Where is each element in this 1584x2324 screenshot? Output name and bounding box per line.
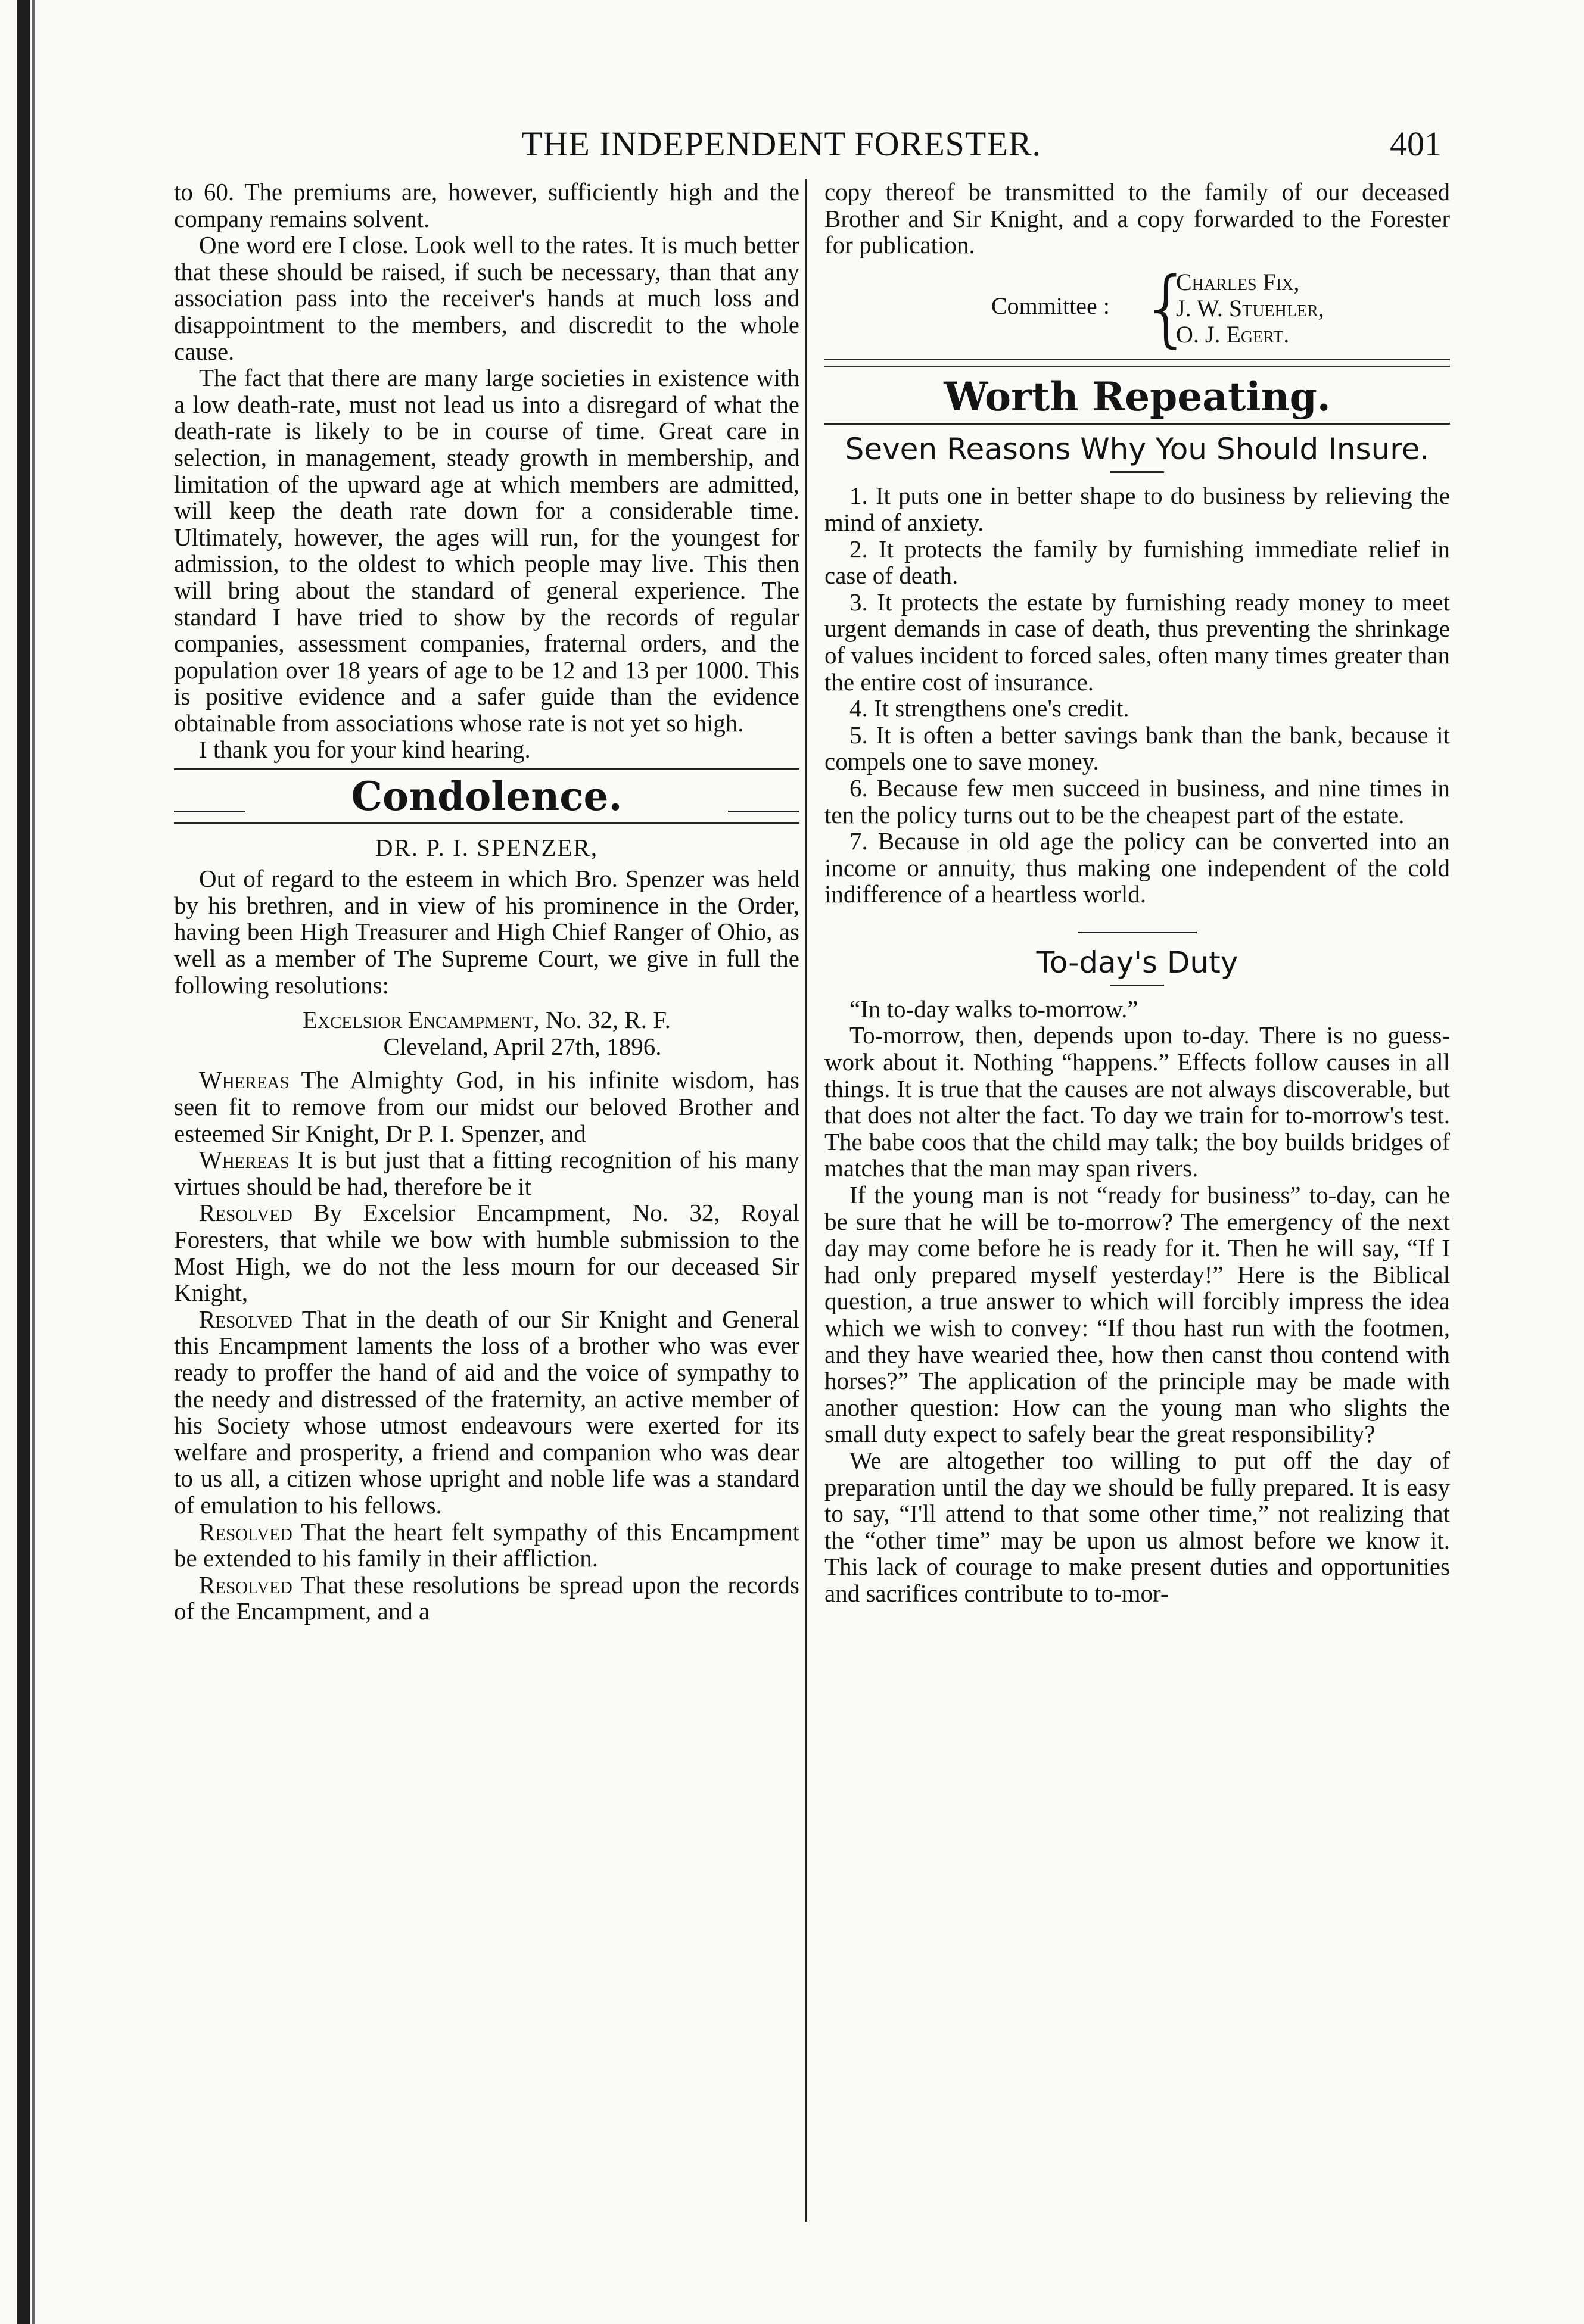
reason-item: 2. It protects the family by furnishing immediate relief in case of death. (824, 535, 1450, 590)
reason-item: 7. Because in old age the policy can be converted into an income or annuity, thus making one independent of the cold indifference of a heartless world. (824, 827, 1450, 908)
brace-glyph: { (1140, 259, 1194, 357)
duty-title: To-day's Duty (1036, 945, 1238, 980)
resolved-paragraph (174, 1519, 799, 1572)
column-divider (805, 179, 807, 2222)
left-column (174, 179, 799, 1625)
place-date: Cleveland, April 27th, 1896. (383, 1032, 662, 1060)
paragraph: If the young man is not “ready for business” to-day, can he be sure that he will be to-morrow? The emergency of the next day may come before he is ready for it. Then he will say, “If I had only prepared myself yesterday!” Here is the Biblical question, a true answer to which will forcibly impress the idea which we wish to convey: “If thou hast run with the footmen, and they have wearied thee, how then canst thou contend with horses?” The application of the principle may be made with another question: How can the young man who slights the small duty expect to safely bear the great responsibility? (824, 1181, 1450, 1448)
resolved-paragraph (174, 1306, 799, 1519)
short-rule (1110, 471, 1164, 473)
reason-item: 6. Because few men succeed in business, and nine times in ten the policy turns out to be the cheapest part of the estate. (824, 774, 1450, 828)
scan-edge-bar (17, 0, 30, 2324)
title-dash (728, 811, 799, 812)
short-rule (1110, 985, 1164, 986)
paragraph: We are altogether too willing to put off the day of preparation until the day we should be fully prepared. It is easy to say, “I'll attend to that some other time,” not realizing that the “other time” may be upon us almost before we know it. This lack of courage to make present duties and opportunities and sacrifices contribute to to-mor- (824, 1446, 1450, 1607)
title-dash (174, 811, 245, 812)
committee-member: Charles Fix, (1176, 268, 1300, 295)
paragraph: “In to-day walks to-morrow.” (849, 995, 1138, 1023)
whereas-paragraph (174, 1147, 799, 1200)
lead-word: Resolved (199, 1571, 292, 1599)
reason-item: 3. It protects the estate by furnishing ready money to meet urgent demands in case of death, thus preventing the shrinkage of values incident to forced sales, often many times greater than the entire cost of insurance. (824, 588, 1450, 696)
committee-block (824, 259, 1450, 357)
text: That these resolutions be spread upon the records of the Encampment, and a (174, 1571, 799, 1625)
scan-edge-line (32, 0, 35, 2324)
text: By Excelsior Encampment, No. 32, Royal Foresters, that while we bow with humble submission to the Most High, we do not the less mourn for our deceased Sir Knight, (174, 1199, 799, 1307)
paragraph: Out of regard to the esteem in which Bro. Spenzer was held by his brethren, and in view of his prominence in the Order, having been High Treasurer and High Chief Ranger of Ohio, as well as a member of The Supreme Court, we give in full the following resolutions: (174, 865, 799, 999)
deceased-name: DR. P. I. SPENZER, (375, 833, 599, 861)
running-title: THE INDEPENDENT FORESTER. (521, 124, 1041, 163)
text: It is but just that a fitting recognition of his many virtues should be had, therefore be it (174, 1146, 799, 1200)
paragraph: copy thereof be transmitted to the family of our deceased Brother and Sir Knight, and a copy forwarded to the Forester for publication. (824, 178, 1450, 259)
right-column (824, 179, 1450, 1607)
resolved-paragraph (174, 1200, 799, 1306)
encampment-line: Excelsior Encampment, No. 32, R. F. (302, 1006, 671, 1034)
section-rule (824, 366, 1450, 367)
committee-member: O. J. Egert. (1176, 320, 1290, 348)
section-rule (174, 768, 799, 770)
section-rule (824, 423, 1450, 425)
whereas-paragraph (174, 1067, 799, 1147)
section-title-worth-repeating: Worth Repeating. (944, 373, 1331, 420)
paragraph: to 60. The premiums are, however, sufficiently high and the company remains solvent. (174, 178, 799, 232)
section-title-text: Condolence. (351, 773, 623, 820)
section-rule (174, 822, 799, 824)
paragraph: The fact that there are many large societies in existence with a low death-rate, must not lead us into a disregard of what the death-rate is likely to be in course of time. Great care in selection, in management, steady growth in membership, and limitation of the upward age at which members are admitted, will keep the death rate down for a considerable time. Ultimately, however, the ages will run, for the youngest for admission, to the oldest to which people may live. This then will bring about the standard of general experience. The standard I have tried to show by the records of regular companies, assessment companies, fraternal orders, and the population over 18 years of age to be 12 and 13 per 1000. This is positive evidence and a safer guide than the evidence obtainable from associations whose rate is not yet so high. (174, 364, 799, 737)
text: The Almighty God, in his infinite wisdom, has seen fit to remove from our midst our beloved Brother and esteemed Sir Knight, Dr P. I. Spenzer, and (174, 1066, 799, 1147)
paragraph: To-morrow, then, depends upon to-day. There is no guess-work about it. Nothing “happens.” Effects follow causes in all things. It is true that the causes are not always discoverable, but that does not alter the fact. To day we train for to-morrow's test. The babe coos that the child may talk; the boy builds bridges of matches that the man may span rivers. (824, 1021, 1450, 1182)
committee-names (1176, 269, 1324, 348)
section-rule (824, 359, 1450, 360)
lead-word: Resolved (199, 1305, 292, 1333)
lead-word: Resolved (199, 1518, 292, 1546)
resolved-paragraph (174, 1572, 799, 1625)
page-number: 401 (1390, 124, 1442, 163)
text: That the heart felt sympathy of this Encampment be extended to his family in their affliction. (174, 1518, 799, 1572)
lead-word: Whereas (199, 1146, 290, 1174)
reason-item: 4. It strengthens one's credit. (849, 694, 1129, 722)
committee-member: J. W. Stuehler, (1176, 294, 1324, 322)
section-title-condolence (174, 773, 799, 820)
committee-label: Committee : (991, 292, 1110, 319)
paragraph: I thank you for your kind hearing. (199, 736, 531, 764)
text: That in the death of our Sir Knight and General this Encampment laments the loss of a brother who was ever ready to proffer the hand of aid and the voice of sympathy to the needy and distressed of the fraternity, an active member of his Society whose utmost endeavours were exerted for its welfare and prosperity, a friend and companion who was dear to us all, a citizen whose upright and noble life was a standard of emulation to his fellows. (174, 1305, 799, 1519)
reason-item: 5. It is often a better savings bank than the bank, because it compels one to save money. (824, 721, 1450, 775)
lead-word: Whereas (199, 1066, 290, 1094)
reason-item: 1. It puts one in better shape to do business by relieving the mind of anxiety. (824, 482, 1450, 536)
paragraph: One word ere I close. Look well to the rates. It is much better that these should be raised, if such be necessary, than that any association pass into the receiver's hands at much loss and disappointment to the members, and discredit to the whole cause. (174, 231, 799, 365)
short-rule (1078, 932, 1197, 933)
page-header (173, 124, 1442, 172)
lead-word: Resolved (199, 1199, 292, 1227)
reasons-title: Seven Reasons Why You Should Insure. (845, 432, 1430, 467)
